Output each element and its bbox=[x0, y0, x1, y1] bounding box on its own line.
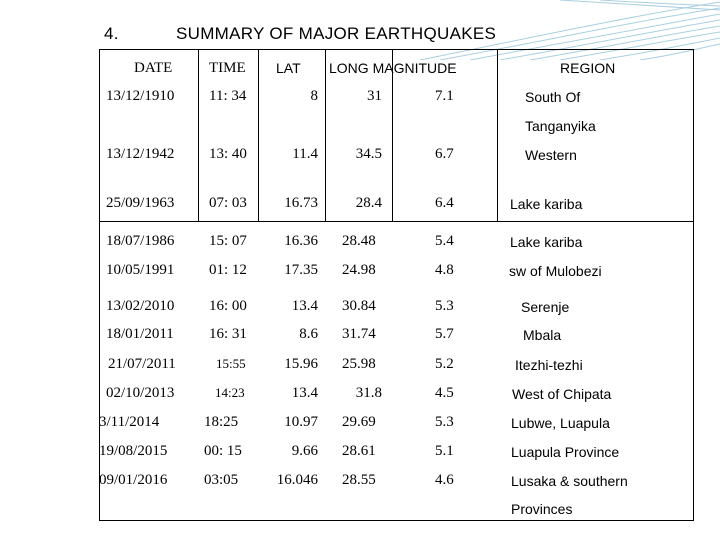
cell-region: Serenje bbox=[521, 299, 570, 315]
header-date: DATE bbox=[134, 60, 173, 76]
cell-long: 24.98 bbox=[342, 262, 376, 278]
cell-magnitude: 4.6 bbox=[435, 472, 454, 488]
cell-lat: 16.36 bbox=[284, 233, 318, 249]
cell-long: 34.5 bbox=[355, 146, 382, 162]
cell-time: 15: 07 bbox=[209, 233, 247, 249]
cell-date: 18/01/2011 bbox=[106, 326, 174, 342]
header-time: TIME bbox=[209, 60, 246, 76]
cell-time: 18:25 bbox=[204, 414, 239, 430]
cell-time: 07: 03 bbox=[209, 195, 247, 211]
cell-region: Luapula Province bbox=[511, 444, 620, 460]
cell-long: 28.55 bbox=[342, 472, 376, 488]
cell-date: 10/05/1991 bbox=[106, 262, 175, 278]
cell-region: Western bbox=[525, 147, 577, 163]
cell-magnitude: 6.4 bbox=[435, 195, 454, 211]
grid-line bbox=[325, 49, 326, 222]
cell-region: Lake kariba bbox=[510, 196, 583, 212]
cell-time: 16: 00 bbox=[209, 298, 247, 314]
cell-time: 15:55 bbox=[216, 356, 246, 371]
cell-magnitude: 5.2 bbox=[435, 356, 454, 372]
cell-date: 13/12/1942 bbox=[106, 146, 175, 162]
cell-long: 30.84 bbox=[342, 298, 376, 314]
cell-date: 3/11/2014 bbox=[99, 414, 160, 430]
cell-lat: 16.046 bbox=[276, 472, 318, 488]
cell-lat: 10.97 bbox=[284, 414, 318, 430]
cell-date: 02/10/2013 bbox=[106, 385, 175, 401]
cell-magnitude: 5.4 bbox=[435, 233, 454, 249]
cell-magnitude: 6.7 bbox=[435, 146, 454, 162]
cell-magnitude: 5.1 bbox=[435, 443, 454, 459]
cell-magnitude: 5.3 bbox=[435, 298, 454, 314]
cell-long: 31 bbox=[367, 88, 382, 104]
cell-time: 11: 34 bbox=[209, 88, 247, 104]
cell-time: 14:23 bbox=[215, 385, 245, 400]
cell-region: West of Chipata bbox=[512, 386, 612, 402]
cell-region: Mbala bbox=[523, 327, 562, 343]
cell-date: 19/08/2015 bbox=[99, 443, 168, 459]
cell-region: Lubwe, Luapula bbox=[511, 415, 610, 431]
cell-magnitude: 7.1 bbox=[435, 88, 454, 104]
cell-region-line2: Provinces bbox=[511, 501, 573, 517]
cell-date: 09/01/2016 bbox=[99, 472, 168, 488]
grid-line bbox=[99, 221, 694, 222]
cell-time: 01: 12 bbox=[209, 262, 247, 278]
grid-line bbox=[497, 49, 498, 222]
cell-long: 28.61 bbox=[342, 443, 376, 459]
header-region: REGION bbox=[560, 60, 616, 76]
cell-date: 25/09/1963 bbox=[106, 195, 175, 211]
cell-lat: 9.66 bbox=[291, 443, 318, 459]
cell-time: 03:05 bbox=[204, 472, 239, 488]
cell-time: 13: 40 bbox=[209, 146, 247, 162]
cell-magnitude: 4.8 bbox=[435, 262, 454, 278]
cell-long: 31.8 bbox=[355, 385, 382, 401]
cell-date: 13/02/2010 bbox=[106, 298, 175, 314]
cell-lat: 13.4 bbox=[291, 298, 318, 314]
cell-date: 18/07/1986 bbox=[106, 233, 175, 249]
cell-long: 28.48 bbox=[342, 233, 376, 249]
cell-long: 31.74 bbox=[342, 326, 376, 342]
cell-date: 13/12/1910 bbox=[106, 88, 175, 104]
cell-magnitude: 5.3 bbox=[435, 414, 454, 430]
cell-lat: 13.4 bbox=[291, 385, 318, 401]
cell-region: Lusaka & southern bbox=[511, 473, 628, 489]
cell-region: Lake kariba bbox=[510, 234, 583, 250]
cell-region: South Of bbox=[525, 89, 581, 105]
cell-magnitude: 4.5 bbox=[435, 385, 454, 401]
cell-lat: 8.6 bbox=[299, 326, 318, 342]
cell-date: 21/07/2011 bbox=[108, 356, 176, 372]
grid-line bbox=[198, 49, 199, 222]
slide-number: 4. bbox=[104, 24, 119, 43]
cell-long: 25.98 bbox=[342, 356, 376, 372]
slide-title: SUMMARY OF MAJOR EARTHQUAKES bbox=[176, 24, 497, 43]
cell-lat: 17.35 bbox=[284, 262, 318, 278]
header-long-magnitude: LONG MAGNITUDE bbox=[329, 60, 457, 76]
grid-line bbox=[258, 49, 259, 222]
cell-lat: 15.96 bbox=[284, 356, 318, 372]
cell-lat: 8 bbox=[310, 88, 318, 104]
cell-time: 16: 31 bbox=[209, 326, 247, 342]
cell-region: sw of Mulobezi bbox=[509, 263, 602, 279]
cell-magnitude: 5.7 bbox=[435, 326, 454, 342]
header-lat: LAT bbox=[276, 60, 301, 76]
cell-time: 00: 15 bbox=[204, 443, 242, 459]
slide-heading bbox=[0, 24, 720, 48]
cell-lat: 16.73 bbox=[284, 195, 318, 211]
cell-region-line2: Tanganyika bbox=[525, 118, 596, 134]
cell-long: 29.69 bbox=[342, 414, 376, 430]
cell-lat: 11.4 bbox=[292, 146, 318, 162]
cell-long: 28.4 bbox=[355, 195, 382, 211]
cell-region: Itezhi-tezhi bbox=[515, 357, 583, 373]
